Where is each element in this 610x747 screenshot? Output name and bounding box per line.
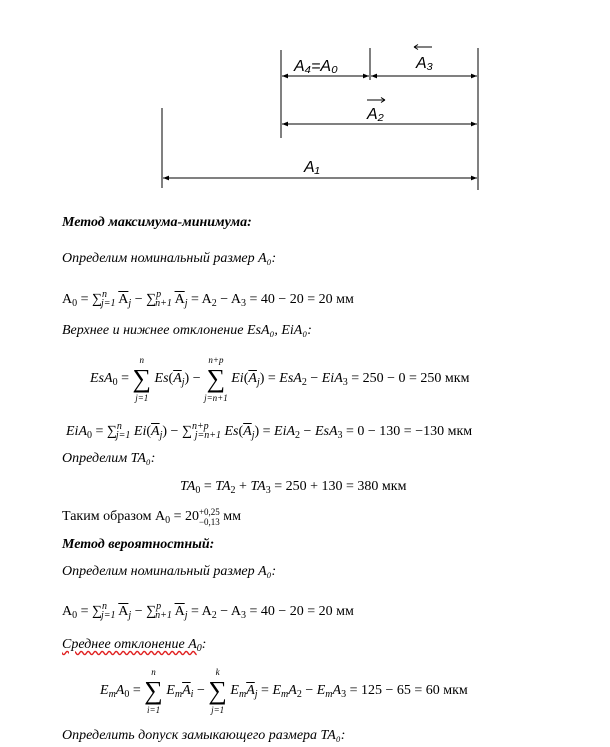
label-a2: A₂ — [367, 106, 384, 123]
mean-deviation-formula: $E_mA_0$ = n ∑ i=1 $E_m\overline{A}_i$ − k ∑ j=1 $E_m\overline{A}_j = E_mA_2 - E_mA_3 = 125 - 65 = 60$ мкм — [100, 667, 468, 715]
es-formula: EsA$_0$ = n ∑ j=1 $Es(\overline{A}_j)$ − n+p ∑ j=n+1 $Ei(\overline{A}_j) = EsA_2 - EiA_3 = 250 - 0 = 250$ мкм — [90, 355, 470, 403]
label-a4-a0: A₄=A₀ — [294, 58, 338, 75]
section-title-probabilistic: Метод вероятностный: — [62, 537, 215, 552]
ei-formula: EiA$_0$ = ∑$^n_{j=1}$ $Ei(\overline{A}_j) - \sum^{n+p}_{j=n+1}$ $Es(\overline{A}_j) = EiA_2 - EsA_3 = 0 - 130 = -130$ мкм — [66, 421, 473, 441]
dimension-chain-diagram — [0, 0, 610, 200]
deviation-intro: Верхнее и нижнее отклонение EsA₀, EiA₀: — [62, 323, 312, 338]
tolerance-formula: $TA_0 = TA_2 + TA_3 = 250 + 130 = 380$ мкм — [180, 479, 407, 496]
nominal-size-formula: $А_0 = \sum^n_{j=1}$ $\overline{A}_j - \sum^p_{n+1}$ $\overline{A}_j = A_2 - A_3 = 40 - 20 = 20$ мм — [62, 289, 354, 309]
mean-deviation-intro: Среднее отклонение $А_0$: — [62, 637, 207, 654]
section-title-maxmin: Метод максимума-минимума: — [62, 215, 252, 230]
closing-tolerance-intro: Определить допуск замыкающего размера TA₀: — [62, 728, 346, 743]
label-a3: A₃ — [416, 55, 434, 72]
tolerance-intro: Определим TA₀: — [62, 451, 156, 466]
nominal-size-intro: Определим номинальный размер А₀: — [62, 251, 277, 266]
nominal-size-intro-2: Определим номинальный размер А₀: — [62, 564, 277, 579]
result-line: Таким образом $A_0 = 20+0,25$ −0,13 мм — [62, 507, 242, 527]
nominal-size-formula-2: $А_0 = \sum^n_{j=1}$ $\overline{A}_j - \sum^p_{n+1}$ $\overline{A}_j = A_2 - A_3 = 40 - 20 = 20$ мм — [62, 601, 354, 621]
label-a1: A₁ — [304, 159, 320, 176]
